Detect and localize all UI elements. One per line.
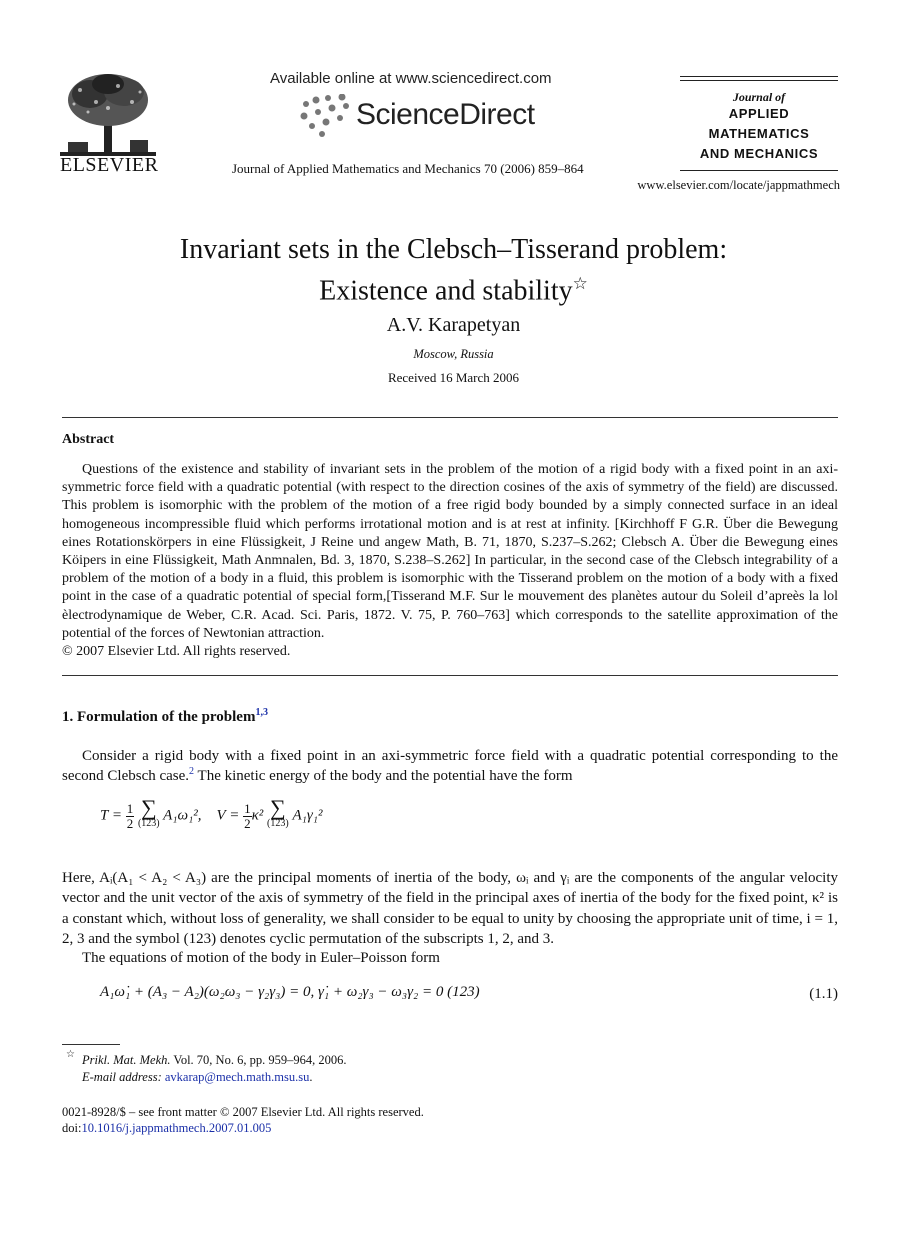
journal-rule-top — [680, 76, 838, 77]
issn-line: 0021-8928/$ – see front matter © 2007 Elsevier Ltd. All rights reserved. — [62, 1105, 424, 1119]
journal-name-line2: MATHEMATICS — [708, 126, 810, 141]
elsevier-tree-icon — [60, 72, 156, 156]
eq-half-fraction-2 — [243, 802, 252, 831]
eq-half-den-2: 2 — [244, 815, 251, 831]
paragraph-1 — [62, 746, 838, 787]
eq-V-label: V = — [216, 807, 244, 824]
equation-number: (1.1) — [809, 986, 838, 1002]
abstract-rule-top — [62, 417, 838, 418]
footnote-1 — [82, 1052, 346, 1068]
received-date: Received 16 March 2006 — [387, 370, 520, 385]
eq-sum-symbol-2: ∑ (123) — [267, 800, 289, 832]
abstract-text: Questions of the existence and stability of invariant sets in the problem of the motion of a rigid body with a fixed point in an axi-symmetric force field with a quadratic potential (with respect to the direction cosines of the axis of symmetry of the field) are discussed. This problem is isomorphic with the problem of the motion of a free rigid body bounded by a simply connected surface in an ideal homogeneous incompressible fluid which performs irrotational motion and is at rest at infinity. [Kirchhoff F G.R. Über die Bewegung eines Rotationskörpers in eine Flüssigkeit, J Reine und angew Math, B. 71, 1870, S.237–S.262; Clebsch A. Über die Bewegung eines Köipers in eine Flüssigkeit, Math Anmnalen, Bd. 3, 1870, S.238–S.262] In particular, in the second case of the Clebsch integrability of a problem of the motion of a body in a fluid, this problem is isomorphic with the Tisserand problem on the motion of a body with a fixed point in the case of a quadratic potential of special form,[Tisserand M.F. Sur le mouvement des planètes autour du Soleil d’apreès la lol èlectrodynamique de Weber, C.R. Acad. Sci. Paris, 1872. V. 75, P. 760–763] which corresponds to the satellite approximation of the potential of the forces of Newtonian attraction. — [62, 462, 838, 641]
eq-half-num: 1 — [126, 800, 134, 816]
abstract-heading: Abstract — [62, 432, 115, 447]
article-title-line2 — [0, 267, 907, 308]
journal-name-line3: AND MECHANICS — [699, 146, 819, 161]
paragraph-3: The equations of motion of the body in Euler–Poisson form — [82, 950, 440, 966]
equation-energy — [100, 795, 323, 848]
paragraph-2: Here, Aᵢ(A₁ < A₂ < A₃) are the principal moments of inertia of the body, ωᵢ and γᵢ are the components of the angular velocity vector and the unit vector of the axis of symmetry of the field in the principal axes of inertia of the body for the fixed point, κ² is a constant which, without loss of generality, we shall consider to be equal to unity by choosing the appropriate unit of time, i = 1, 2, 3 and the symbol (123) denotes cyclic permutation of the subscripts 1, 2, and 3. — [62, 870, 838, 947]
abstract-rule-bottom — [62, 675, 838, 676]
eq-V-term: A₁γ₁² — [292, 807, 323, 824]
elsevier-wordmark: ELSEVIER — [60, 154, 159, 176]
journal-name-line1: APPLIED — [728, 106, 790, 121]
journal-url-link[interactable]: www.elsevier.com/locate/jappmathmech — [637, 178, 840, 192]
title-star-icon[interactable]: ☆ — [572, 274, 588, 293]
email-link[interactable]: avkarap@mech.math.msu.su — [164, 1070, 310, 1084]
article-title-line1: Invariant sets in the Clebsch–Tisserand problem: — [179, 234, 728, 265]
article-title-text: Existence and stability — [319, 275, 573, 307]
available-online-text[interactable]: Available online at www.sciencedirect.com — [270, 70, 552, 87]
email-label: E-mail address: — [82, 1070, 162, 1084]
email-period: . — [309, 1070, 313, 1084]
footnote-star-icon: ☆ — [66, 1049, 75, 1060]
author-affiliation: Moscow, Russia — [413, 347, 494, 361]
eq-T-label: T = — [100, 807, 126, 824]
sciencedirect-wordmark[interactable]: ScienceDirect — [356, 98, 535, 131]
eq-half-fraction — [126, 802, 135, 831]
equation-1-1: A₁ω̇₁ + (A₃ − A₂)(ω₂ω₃ − γ₂γ₃) = 0, γ̇₁ + ω₂γ₃ − ω₃γ₂ = 0 (123) — [100, 984, 480, 1000]
section-heading-refs[interactable]: 1,3 — [255, 707, 268, 718]
footnote-journal: Prikl. Mat. Mekh. — [82, 1053, 171, 1067]
journal-of-label: Journal of — [732, 90, 786, 104]
paragraph-1-text-b: The kinetic energy of the body and the potential have the form — [194, 768, 573, 785]
doi-label: doi: — [62, 1121, 82, 1135]
footnote-details: Vol. 70, No. 6, pp. 959–964, 2006. — [170, 1053, 347, 1067]
journal-rule-top-2 — [680, 80, 838, 81]
paragraph-1-text-a: Consider a rigid body with a fixed point in an axi-symmetric force field with a quadratic potential corresponding to the second Clebsch case. — [62, 748, 838, 785]
doi-link[interactable]: 10.1016/j.jappmathmech.2007.01.005 — [81, 1121, 272, 1135]
eq-half-den: 2 — [126, 815, 134, 831]
author-name: A.V. Karapetyan — [386, 314, 521, 336]
footnote-ref-2[interactable]: 2 — [189, 766, 195, 778]
journal-citation: Journal of Applied Mathematics and Mechanics 70 (2006) 859–864 — [232, 161, 584, 176]
section-heading — [62, 707, 268, 726]
eq-sum-sub-2: (123) — [267, 818, 289, 829]
abstract-copyright: © 2007 Elsevier Ltd. All rights reserved. — [62, 644, 291, 659]
footnote-email — [82, 1069, 312, 1085]
eq-sum-symbol: ∑ (123) — [138, 800, 160, 832]
eq-sum-sub: (123) — [137, 818, 160, 829]
doi-line — [62, 1121, 271, 1136]
footnote-rule — [62, 1044, 120, 1045]
section-heading-text: 1. Formulation of the problem — [62, 709, 256, 725]
journal-rule-bottom — [680, 170, 838, 171]
eq-T-term: A₁ω₁², — [163, 807, 202, 824]
eq-kappa: κ² — [251, 807, 264, 824]
eq-half-num-2: 1 — [244, 800, 251, 816]
